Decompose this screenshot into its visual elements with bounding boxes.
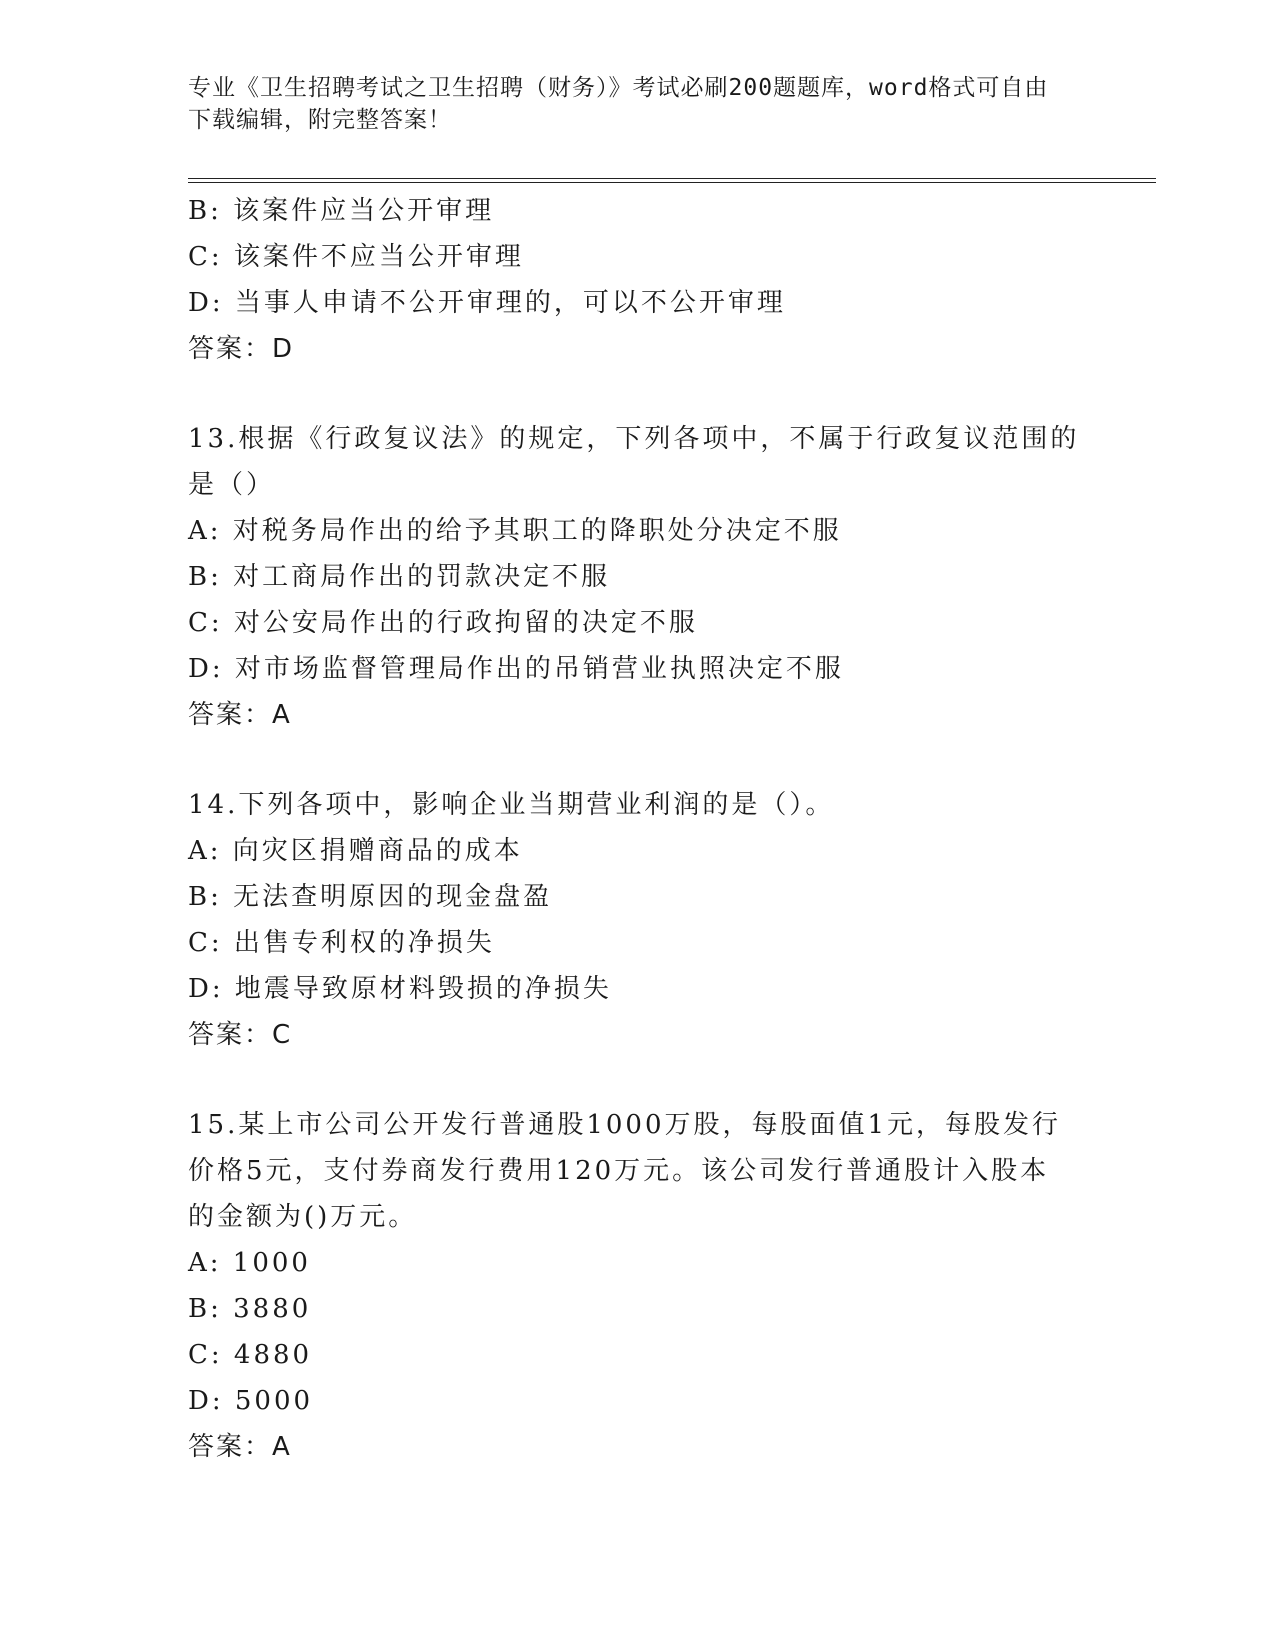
document-header: 专业《卫生招聘考试之卫生招聘（财务）》考试必刷200题题库，word格式可自由下载编辑，附完整答案！ bbox=[188, 75, 1049, 133]
question-15 bbox=[188, 1102, 1088, 1470]
answer-label: 答案：D bbox=[188, 334, 295, 364]
answer-label: 答案：A bbox=[188, 1432, 292, 1462]
option-d: D: 5000 bbox=[188, 1386, 314, 1416]
question-stem-line: 价格5元，支付券商发行费用120万元。该公司发行普通股计入股本 bbox=[188, 1156, 1050, 1186]
option-d: D: 对市场监督管理局作出的吊销营业执照决定不服 bbox=[188, 654, 844, 684]
option-d: D: 地震导致原材料毁损的净损失 bbox=[188, 974, 612, 1004]
question-stem-line: 的金额为()万元。 bbox=[188, 1202, 418, 1232]
header-divider bbox=[188, 178, 1156, 183]
option-b: B: 3880 bbox=[188, 1294, 312, 1324]
option-c: C: 该案件不应当公开审理 bbox=[188, 242, 524, 272]
option-c: C: 对公安局作出的行政拘留的决定不服 bbox=[188, 608, 698, 638]
option-d: D: 当事人申请不公开审理的，可以不公开审理 bbox=[188, 288, 786, 318]
question-content bbox=[188, 188, 1088, 1470]
option-b: B: 无法查明原因的现金盘盈 bbox=[188, 882, 553, 912]
question-stem-line: 13.根据《行政复议法》的规定，下列各项中，不属于行政复议范围的 bbox=[188, 424, 1080, 454]
prev-question bbox=[188, 188, 1088, 372]
question-stem-line: 14.下列各项中，影响企业当期营业利润的是（）。 bbox=[188, 790, 835, 820]
option-b: B: 该案件应当公开审理 bbox=[188, 196, 495, 226]
option-b: B: 对工商局作出的罚款决定不服 bbox=[188, 562, 611, 592]
option-a: A: 向灾区捐赠商品的成本 bbox=[188, 836, 523, 866]
answer-label: 答案：C bbox=[188, 1020, 293, 1050]
option-c: C: 出售专利权的净损失 bbox=[188, 928, 495, 958]
answer-label: 答案：A bbox=[188, 700, 292, 730]
question-stem-line: 是（） bbox=[188, 470, 276, 500]
option-c: C: 4880 bbox=[188, 1340, 313, 1370]
option-a: A: 1000 bbox=[188, 1248, 311, 1278]
question-stem-line: 15.某上市公司公开发行普通股1000万股，每股面值1元，每股发行 bbox=[188, 1110, 1062, 1140]
option-a: A: 对税务局作出的给予其职工的降职处分决定不服 bbox=[188, 516, 842, 546]
question-13 bbox=[188, 416, 1088, 738]
question-14 bbox=[188, 782, 1088, 1058]
